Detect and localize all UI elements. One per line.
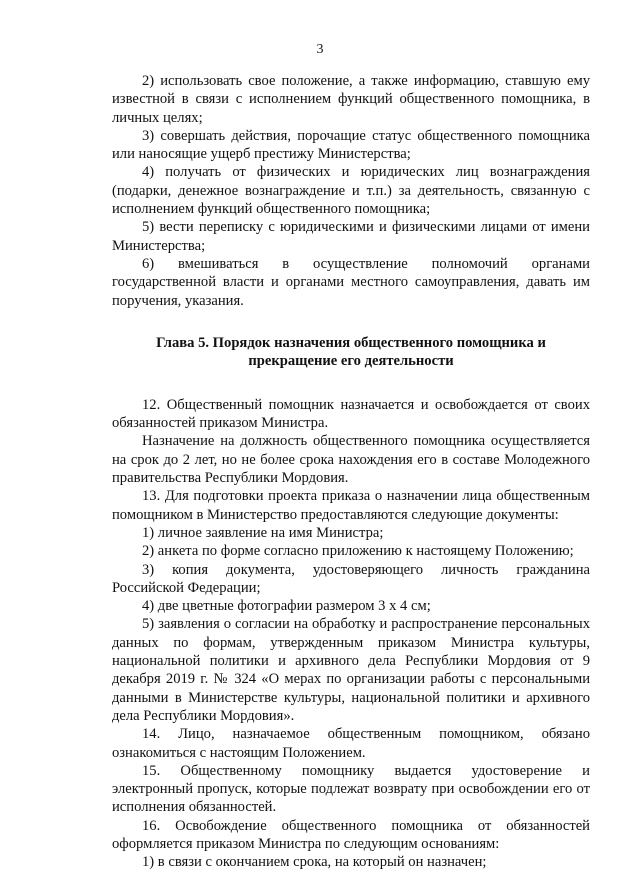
document-body xyxy=(112,72,590,872)
list-item: 5) заявления о согласии на обработку и распространение персональных данных по формам, утвержденным приказом Министра культуры, национальной политики и архивного дела Республики Мордовия от 9 декабря 2019 г. № 324 «О мерах по организации работы с персональными данными в Министерстве культуры, национальной политики и архивного дела Республики Мордовия». xyxy=(112,616,590,724)
chapter-heading: Глава 5. Порядок назначения общественного помощника и прекращение его деятельности xyxy=(156,334,546,369)
list-item: 1) в связи с окончанием срока, на который он назначен; xyxy=(142,854,487,871)
list-item: 1) личное заявление на имя Министра; xyxy=(142,524,384,541)
paragraph: 6) вмешиваться в осуществление полномочий органами государственной власти и органами местного самоуправления, давать им поручения, указания. xyxy=(112,255,590,309)
list-item: 4) две цветные фотографии размером 3 х 4 см; xyxy=(142,598,431,615)
paragraph: Назначение на должность общественного помощника осуществляется на срок до 2 лет, но не более срока нахождения его в составе Молодежного правительства Республики Мордовия. xyxy=(112,433,590,487)
paragraph: 15. Общественному помощнику выдается удостоверение и электронный пропуск, которые подлежат возврату при освобождении его от исполнения обязанностей. xyxy=(112,762,590,816)
paragraph: 13. Для подготовки проекта приказа о назначении лица общественным помощником в Министерство предоставляются следующие документы: xyxy=(112,488,590,523)
paragraph: 16. Освобождение общественного помощника от обязанностей оформляется приказом Министра по следующим основаниям: xyxy=(112,817,590,852)
paragraph: 4) получать от физических и юридических лиц вознаграждения (подарки, денежное вознаграждение и т.п.) за деятельность, связанную с исполнением функций общественного помощника; xyxy=(112,164,590,218)
paragraph: 12. Общественный помощник назначается и освобождается от своих обязанностей приказом Министра. xyxy=(112,396,590,432)
paragraph: 5) вести переписку с юридическими и физическими лицами от имени Министерства; xyxy=(112,219,590,254)
page-number: 3 xyxy=(316,42,324,57)
list-item: 3) копия документа, удостоверяющего личность гражданина Российской Федерации; xyxy=(112,561,590,596)
paragraph: 3) совершать действия, порочащие статус общественного помощника или наносящие ущерб престижу Министерства; xyxy=(112,127,590,163)
paragraph: 14. Лицо, назначаемое общественным помощником, обязано ознакомиться с настоящим Положением. xyxy=(112,726,590,761)
paragraph: 2) использовать свое положение, а также информацию, ставшую ему известной в связи с исполнением функций общественного помощника, в личных целях; xyxy=(112,73,590,126)
list-item: 2) анкета по форме согласно приложению к настоящему Положению; xyxy=(142,543,574,560)
